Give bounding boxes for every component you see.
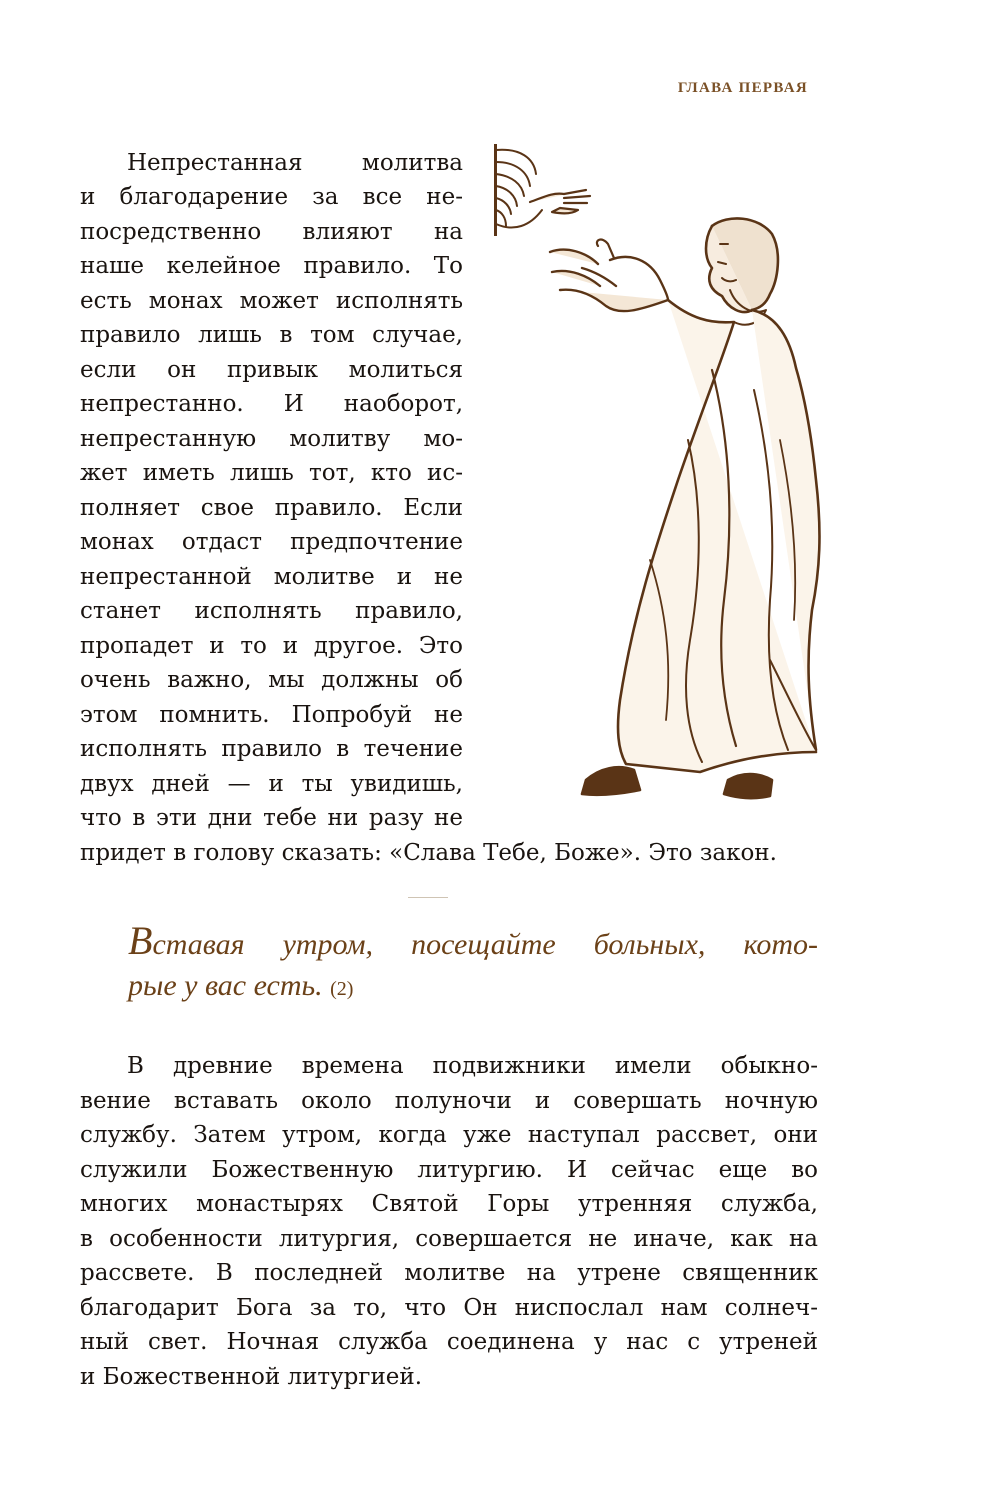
- text-line: жет иметь лишь тот, кто ис-: [80, 460, 463, 486]
- text-line: многих монастырях Святой Горы утренняя служба,: [80, 1191, 818, 1217]
- text-line: наше келейное правило. То: [80, 253, 463, 279]
- text-line: пропадет и то и другое. Это: [80, 633, 463, 659]
- text-line: монах отдаст предпочтение: [80, 529, 463, 555]
- text-line: правило лишь в том случае,: [80, 322, 463, 348]
- text-line: ный свет. Ночная служба соединена у нас с утреней: [80, 1329, 818, 1355]
- text-line: благодарит Бога за то, что Он ниспослал нам солнеч-: [80, 1295, 818, 1321]
- text-line: непрестанной молитве и не: [80, 564, 463, 590]
- text-line: в особенности литургия, совершается не иначе, как на: [80, 1226, 818, 1252]
- text-line: станет исполнять правило,: [80, 598, 463, 624]
- text-line: Непрестанная молитва: [127, 150, 463, 176]
- text-line: есть монах может исполнять: [80, 288, 463, 314]
- text-line: если он привык молиться: [80, 357, 463, 383]
- text-line: службу. Затем утром, когда уже наступал рассвет, они: [80, 1122, 818, 1148]
- text-line: В древние времена подвижники имели обыкно-: [127, 1053, 818, 1079]
- text-line: исполнять правило в течение: [80, 736, 463, 762]
- monk-figure: [550, 218, 819, 798]
- running-head: ГЛАВА ПЕРВАЯ: [677, 80, 808, 96]
- monk-illustration: [490, 140, 830, 810]
- text-line: что в эти дни тебе ни разу не: [80, 805, 463, 831]
- section-ornament: [408, 897, 448, 898]
- text-line: рассвете. В последней молитве на утрене священник: [80, 1260, 818, 1286]
- text-line: очень важно, мы должны об: [80, 667, 463, 693]
- text-line: непрестанную молитву мо-: [80, 426, 463, 452]
- text-line: полняет свое правило. Если: [80, 495, 463, 521]
- text-line: и благодарение за все не-: [80, 184, 463, 210]
- heading-text: рые у вас есть.: [128, 969, 323, 1002]
- text-line: двух дней — и ты увидишь,: [80, 771, 463, 797]
- heading-line: [128, 919, 818, 963]
- divine-hand-from-heaven: [494, 144, 590, 236]
- reference-number: (2): [330, 978, 354, 1000]
- drop-letter: В: [128, 918, 153, 963]
- text-line: вение вставать около полуночи и совершать ночную: [80, 1088, 818, 1114]
- heading-text: ставая утром, посещайте больных, кото-: [152, 928, 818, 961]
- text-line: непрестанно. И наоборот,: [80, 391, 463, 417]
- text-line: посредственно влияют на: [80, 219, 463, 245]
- text-line: служили Божественную литургию. И сейчас еще во: [80, 1157, 818, 1183]
- heading-line: [128, 964, 353, 1008]
- text-line: и Божественной литургией.: [80, 1364, 423, 1390]
- text-line: этом помнить. Попробуй не: [80, 702, 463, 728]
- text-line: придет в голову сказать: «Слава Тебе, Боже». Это закон.: [80, 840, 777, 866]
